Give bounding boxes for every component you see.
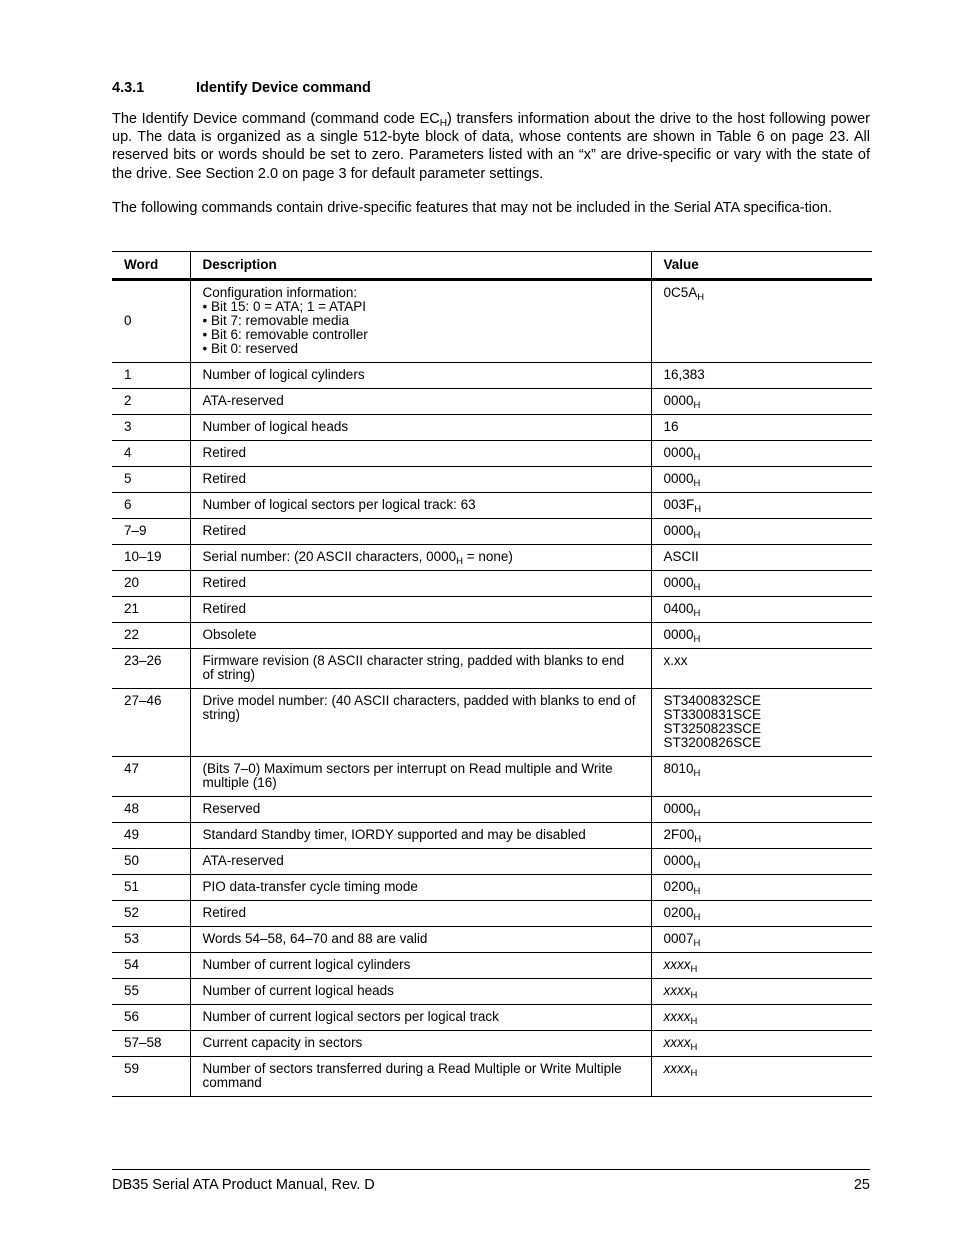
- table-row: [112, 415, 872, 441]
- value-subscript: H: [693, 860, 701, 871]
- value-text: 0C5A: [663, 285, 698, 300]
- value-subscript: H: [693, 912, 701, 923]
- cell-word: 1: [112, 363, 190, 389]
- cell-value: [651, 597, 872, 623]
- intro-text-start: The Identify Device command (command code EC: [112, 111, 440, 127]
- table-row: [112, 875, 872, 901]
- section-title: Identify Device command: [196, 80, 371, 96]
- cell-description: Number of current logical sectors per logical track: [190, 1005, 651, 1031]
- header-description: Description: [190, 252, 651, 280]
- description-line: • Bit 0: reserved: [202, 341, 299, 356]
- cell-description: Firmware revision (8 ASCII character string, padded with blanks to end of string): [190, 649, 651, 689]
- table-row: [112, 623, 872, 649]
- cell-value: [651, 571, 872, 597]
- intro-text-end: ) transfers information about the drive to the host following power up. The data is organized as a single 512-byte block of data, whose contents are shown in Table 6 on page 23. All reserved bits or words should be set to zero. Parameters listed with an “x” are drive-specific or vary with the state of the drive. See Section 2.0 on page 3 for default parameter settings.: [112, 111, 870, 182]
- cell-value: [651, 901, 872, 927]
- cell-value: [651, 979, 872, 1005]
- cell-description: Number of logical heads: [190, 415, 651, 441]
- table-row: [112, 901, 872, 927]
- value-subscript: H: [690, 990, 698, 1001]
- cell-word: 53: [112, 927, 190, 953]
- value-subscript: H: [694, 834, 702, 845]
- value-subscript: H: [697, 292, 705, 303]
- value-subscript: H: [693, 530, 701, 541]
- table-row: [112, 519, 872, 545]
- description-subscript: H: [456, 556, 463, 567]
- value-subscript: H: [690, 964, 698, 975]
- cell-word: 2: [112, 389, 190, 415]
- value-line: ST3200826SCE: [663, 735, 762, 750]
- value-subscript: H: [693, 886, 701, 897]
- value-text: 0200: [663, 905, 694, 920]
- value-subscript: H: [693, 808, 701, 819]
- cell-word: 55: [112, 979, 190, 1005]
- cell-description: Words 54–58, 64–70 and 88 are valid: [190, 927, 651, 953]
- value-text: 0000: [663, 853, 694, 868]
- value-text: xxxx: [663, 983, 691, 998]
- header-word: Word: [112, 252, 190, 280]
- cell-value: [651, 953, 872, 979]
- cell-value: [651, 689, 872, 757]
- intro-paragraph: [112, 110, 870, 183]
- value-text: xxxx: [663, 1035, 691, 1050]
- value-text: 16,383: [663, 367, 705, 382]
- cell-word: 7–9: [112, 519, 190, 545]
- table-row: [112, 953, 872, 979]
- cell-value: [651, 363, 872, 389]
- cell-word: 6: [112, 493, 190, 519]
- cell-word: 5: [112, 467, 190, 493]
- cell-description: Retired: [190, 901, 651, 927]
- cell-value: [651, 415, 872, 441]
- table-row: [112, 441, 872, 467]
- table-row: [112, 493, 872, 519]
- value-text: 2F00: [663, 827, 695, 842]
- header-value: Value: [651, 252, 872, 280]
- value-text: 8010: [663, 761, 694, 776]
- value-text: 0000: [663, 627, 694, 642]
- value-subscript: H: [690, 1042, 698, 1053]
- table-row: [112, 689, 872, 757]
- cell-description: Number of current logical cylinders: [190, 953, 651, 979]
- table-row: [112, 1005, 872, 1031]
- page-number: 25: [853, 1177, 870, 1193]
- cell-description: Number of current logical heads: [190, 979, 651, 1005]
- table-row: [112, 797, 872, 823]
- section-number: 4.3.1: [112, 80, 145, 96]
- table-row: [112, 280, 872, 363]
- cell-description: Current capacity in sectors: [190, 1031, 651, 1057]
- value-subscript: H: [693, 400, 701, 411]
- cell-description: PIO data-transfer cycle timing mode: [190, 875, 651, 901]
- description-line: Configuration information:: [202, 285, 358, 300]
- cell-description: Reserved: [190, 797, 651, 823]
- value-text: 0400: [663, 601, 694, 616]
- cell-value: [651, 849, 872, 875]
- value-text: 0000: [663, 471, 694, 486]
- cell-word: 54: [112, 953, 190, 979]
- value-text: ASCII: [663, 549, 699, 564]
- cell-value: [651, 797, 872, 823]
- table-row: [112, 571, 872, 597]
- footer-title: DB35 Serial ATA Product Manual, Rev. D: [112, 1177, 375, 1193]
- cell-word: 49: [112, 823, 190, 849]
- cell-description: Number of logical sectors per logical track: 63: [190, 493, 651, 519]
- cell-description: Retired: [190, 519, 651, 545]
- cell-value: [651, 389, 872, 415]
- cell-value: [651, 1031, 872, 1057]
- value-text: xxxx: [663, 1009, 691, 1024]
- cell-word: 48: [112, 797, 190, 823]
- cell-value: [651, 649, 872, 689]
- features-paragraph: The following commands contain drive-specific features that may not be included in the Serial ATA specifica-tion.: [112, 200, 832, 216]
- value-text: 0007: [663, 931, 694, 946]
- table-row: [112, 757, 872, 797]
- cell-value: [651, 823, 872, 849]
- footer-rule: [112, 1169, 870, 1170]
- value-text: 003F: [663, 497, 695, 512]
- cell-description: [190, 545, 651, 571]
- value-subscript: H: [690, 1068, 698, 1079]
- table-row: [112, 1057, 872, 1097]
- description-line: • Bit 7: removable media: [202, 313, 350, 328]
- value-text: 0000: [663, 575, 694, 590]
- cell-word: 4: [112, 441, 190, 467]
- value-subscript: H: [690, 1016, 698, 1027]
- value-subscript: H: [693, 478, 701, 489]
- cell-value: [651, 757, 872, 797]
- value-text: 0000: [663, 445, 694, 460]
- value-line: ST3250823SCE: [663, 721, 762, 736]
- value-line: ST3400832SCE: [663, 693, 762, 708]
- table-row: [112, 363, 872, 389]
- value-text: 0000: [663, 801, 694, 816]
- cell-word: 0: [112, 280, 190, 363]
- cell-word: 52: [112, 901, 190, 927]
- description-line: • Bit 15: 0 = ATA; 1 = ATAPI: [202, 299, 367, 314]
- cell-value: [651, 493, 872, 519]
- cell-value: [651, 441, 872, 467]
- cell-description: Standard Standby timer, IORDY supported and may be disabled: [190, 823, 651, 849]
- table-row: [112, 545, 872, 571]
- value-text: xxxx: [663, 957, 691, 972]
- cell-word: 22: [112, 623, 190, 649]
- value-subscript: H: [693, 582, 701, 593]
- table-row: [112, 649, 872, 689]
- cell-word: 50: [112, 849, 190, 875]
- cell-value: [651, 519, 872, 545]
- value-subscript: H: [693, 634, 701, 645]
- value-line: ST3300831SCE: [663, 707, 762, 722]
- cell-description: ATA-reserved: [190, 389, 651, 415]
- value-text: 0200: [663, 879, 694, 894]
- table-row: [112, 1031, 872, 1057]
- value-subscript: H: [693, 608, 701, 619]
- value-text: 0000: [663, 523, 694, 538]
- cell-description: Number of logical cylinders: [190, 363, 651, 389]
- cell-description: Retired: [190, 467, 651, 493]
- cell-value: [651, 1057, 872, 1097]
- description-line: • Bit 6: removable controller: [202, 327, 368, 342]
- table-body: [112, 280, 872, 1097]
- cell-value: [651, 280, 872, 363]
- cell-word: 10–19: [112, 545, 190, 571]
- cell-value: [651, 927, 872, 953]
- cell-word: 59: [112, 1057, 190, 1097]
- cell-word: 21: [112, 597, 190, 623]
- value-text: xxxx: [663, 1061, 691, 1076]
- table-header-row: [112, 252, 872, 280]
- cell-word: 20: [112, 571, 190, 597]
- description-text: = none): [462, 549, 513, 564]
- identify-device-table: [112, 251, 872, 1097]
- table-row: [112, 389, 872, 415]
- cell-description: Retired: [190, 571, 651, 597]
- cell-description: ATA-reserved: [190, 849, 651, 875]
- table-row: [112, 849, 872, 875]
- description-text: Serial number: (20 ASCII characters, 0000: [202, 549, 457, 564]
- cell-word: 57–58: [112, 1031, 190, 1057]
- value-subscript: H: [693, 768, 701, 779]
- cell-word: 23–26: [112, 649, 190, 689]
- value-text: 0000: [663, 393, 694, 408]
- cell-description: Drive model number: (40 ASCII characters, padded with blanks to end of string): [190, 689, 651, 757]
- section-heading: [112, 80, 371, 96]
- cell-word: 56: [112, 1005, 190, 1031]
- table-row: [112, 597, 872, 623]
- value-subscript: H: [693, 938, 701, 949]
- cell-value: [651, 623, 872, 649]
- cell-description: (Bits 7–0) Maximum sectors per interrupt on Read multiple and Write multiple (16): [190, 757, 651, 797]
- cell-description: Retired: [190, 597, 651, 623]
- cell-value: [651, 467, 872, 493]
- table-row: [112, 927, 872, 953]
- cell-word: 3: [112, 415, 190, 441]
- cell-word: 51: [112, 875, 190, 901]
- intro-code-subscript: H: [439, 118, 448, 129]
- cell-value: [651, 545, 872, 571]
- value-subscript: H: [694, 504, 702, 515]
- cell-description: [190, 280, 651, 363]
- cell-description: Number of sectors transferred during a Read Multiple or Write Multiple command: [190, 1057, 651, 1097]
- value-text: x.xx: [663, 653, 688, 668]
- cell-value: [651, 875, 872, 901]
- cell-word: 27–46: [112, 689, 190, 757]
- table-row: [112, 979, 872, 1005]
- cell-word: 47: [112, 757, 190, 797]
- table-row: [112, 823, 872, 849]
- table-row: [112, 467, 872, 493]
- value-text: 16: [663, 419, 679, 434]
- cell-value: [651, 1005, 872, 1031]
- value-subscript: H: [693, 452, 701, 463]
- cell-description: Obsolete: [190, 623, 651, 649]
- cell-description: Retired: [190, 441, 651, 467]
